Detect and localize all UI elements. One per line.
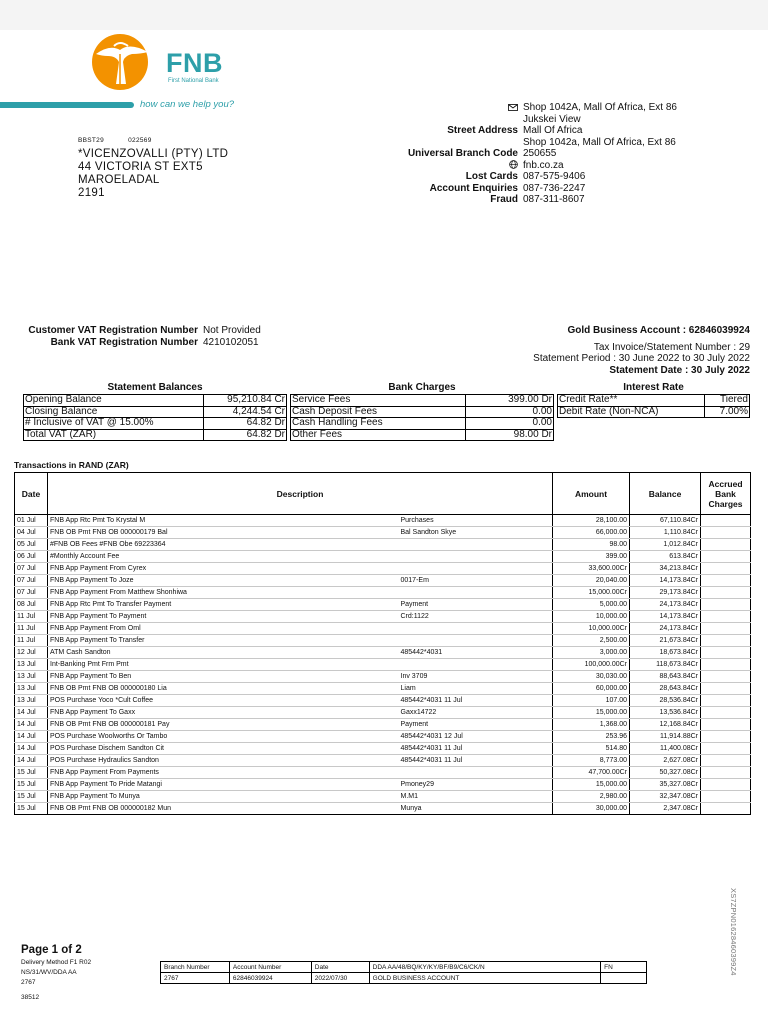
- tx-date: 07 Jul: [15, 575, 48, 587]
- recipient-line: 44 VICTORIA ST EXT5: [78, 161, 203, 173]
- tx-amount: 5,000.00: [553, 599, 630, 611]
- table-row: [15, 659, 751, 671]
- statement-date: Statement Date : 30 July 2022: [609, 364, 750, 376]
- vat-value: 4210102051: [203, 336, 259, 348]
- tx-description: FNB App Payment To Munya: [48, 791, 399, 803]
- tx-date: 15 Jul: [15, 791, 48, 803]
- contact-label: [300, 160, 523, 172]
- delivery-line: 2767: [21, 979, 36, 986]
- table-row: [15, 767, 751, 779]
- tx-date: 07 Jul: [15, 587, 48, 599]
- delivery-line: Delivery Method F1 R02: [21, 959, 92, 966]
- vat-value: Not Provided: [203, 325, 261, 336]
- tx-description: FNB App Rtc Pmt To Transfer Payment: [48, 599, 399, 611]
- footer-account-table: [160, 961, 647, 984]
- tx-reference: Purchases: [399, 515, 553, 527]
- tx-description: FNB App Rtc Pmt To Krystal M: [48, 515, 399, 527]
- table-row: [15, 563, 751, 575]
- tx-accrued-charges: [701, 563, 751, 575]
- top-band: [0, 0, 768, 30]
- page-number: Page 1 of 2: [21, 944, 82, 956]
- tx-date: 11 Jul: [15, 611, 48, 623]
- vat-row: [28, 325, 261, 337]
- tx-description: FNB OB Pmt FNB OB 000000182 Mun: [48, 803, 399, 815]
- tx-accrued-charges: [701, 575, 751, 587]
- delivery-info: [21, 958, 91, 988]
- tx-reference: [399, 635, 553, 647]
- header-amount: Amount: [553, 473, 630, 515]
- website-link[interactable]: fnb.co.za: [523, 159, 564, 171]
- tx-accrued-charges: [701, 515, 751, 527]
- balance-label: Total VAT (ZAR): [24, 429, 204, 441]
- interest-row: [558, 406, 750, 418]
- vat-label: Customer VAT Registration Number: [28, 325, 198, 336]
- transactions-body: [15, 515, 751, 815]
- charge-row: [291, 418, 554, 430]
- recipient-line: *VICENZOVALLI (PTY) LTD: [78, 148, 229, 160]
- tx-amount: 98.00: [553, 539, 630, 551]
- contact-row: [300, 194, 700, 206]
- tx-reference: Gaxx14722: [399, 707, 553, 719]
- transactions-table: [14, 472, 751, 815]
- vat-row: [28, 337, 261, 349]
- tx-amount: 15,000.00: [553, 779, 630, 791]
- interest-label: Debit Rate (Non-NCA): [558, 406, 705, 418]
- tx-balance: 12,168.84Cr: [630, 719, 701, 731]
- tx-amount: 10,000.00Cr: [553, 623, 630, 635]
- balance-label: # Inclusive of VAT @ 15.00%: [24, 418, 204, 430]
- footer-header-cell: FN: [601, 962, 647, 973]
- tx-balance: 50,327.08Cr: [630, 767, 701, 779]
- table-row: [15, 779, 751, 791]
- tx-balance: 21,673.84Cr: [630, 635, 701, 647]
- tx-accrued-charges: [701, 719, 751, 731]
- table-row: [15, 599, 751, 611]
- tx-description: POS Purchase Dischem Sandton Cit: [48, 743, 399, 755]
- tx-reference: 485442*4031 12 Jul: [399, 731, 553, 743]
- tx-reference: Inv 3709: [399, 671, 553, 683]
- contact-row: [300, 160, 700, 172]
- tx-reference: Payment: [399, 599, 553, 611]
- table-row: [15, 623, 751, 635]
- tx-accrued-charges: [701, 707, 751, 719]
- balance-value: 64.82 Dr: [203, 418, 286, 430]
- tx-accrued-charges: [701, 659, 751, 671]
- contact-row: [300, 125, 700, 137]
- tx-reference: 485442*4031 11 Jul: [399, 755, 553, 767]
- footer-header-row: [161, 962, 647, 973]
- tx-description: FNB App Payment To Transfer: [48, 635, 399, 647]
- contact-label: [300, 114, 523, 126]
- contact-value: 250655: [523, 148, 557, 159]
- recipient-codes: [78, 137, 228, 144]
- contact-label: Fraud: [490, 194, 518, 205]
- charge-label: Cash Deposit Fees: [291, 406, 466, 418]
- tx-reference: Payment: [399, 719, 553, 731]
- tx-date: 08 Jul: [15, 599, 48, 611]
- tx-amount: 15,000.00: [553, 707, 630, 719]
- tx-reference: M.M1: [399, 791, 553, 803]
- table-row: [15, 551, 751, 563]
- footer-value-cell: 2767: [161, 973, 230, 984]
- balance-label: Closing Balance: [24, 406, 204, 418]
- tx-description: FNB App Payment From Cyrex: [48, 563, 399, 575]
- tx-date: 15 Jul: [15, 779, 48, 791]
- tx-reference: 485442*4031 11 Jul: [399, 695, 553, 707]
- tx-balance: 35,327.08Cr: [630, 779, 701, 791]
- transactions-title: Transactions in RAND (ZAR): [14, 460, 129, 470]
- charge-value: 0.00: [466, 418, 554, 430]
- tx-date: 04 Jul: [15, 527, 48, 539]
- tx-reference: [399, 551, 553, 563]
- tx-balance: 14,173.84Cr: [630, 575, 701, 587]
- tx-description: FNB App Payment From Oml: [48, 623, 399, 635]
- tx-accrued-charges: [701, 683, 751, 695]
- table-row: [15, 683, 751, 695]
- contact-value: Shop 1042A, Mall Of Africa, Ext 86: [523, 102, 677, 113]
- tax-invoice-number: Tax Invoice/Statement Number : 29: [593, 341, 750, 353]
- contact-value: Jukskei View: [523, 113, 581, 125]
- tx-amount: 2,500.00: [553, 635, 630, 647]
- footer-value-cell: 62846039924: [229, 973, 311, 984]
- tx-balance: 67,110.84Cr: [630, 515, 701, 527]
- tx-accrued-charges: [701, 539, 751, 551]
- tx-accrued-charges: [701, 599, 751, 611]
- charge-label: Other Fees: [291, 429, 466, 441]
- contact-row: [300, 171, 700, 183]
- tx-date: 07 Jul: [15, 563, 48, 575]
- tx-date: 13 Jul: [15, 695, 48, 707]
- table-row: [15, 719, 751, 731]
- tx-amount: 3,000.00: [553, 647, 630, 659]
- tx-amount: 2,980.00: [553, 791, 630, 803]
- charge-label: Service Fees: [291, 395, 466, 407]
- table-row: [15, 755, 751, 767]
- tx-date: 06 Jul: [15, 551, 48, 563]
- vat-label: Bank VAT Registration Number: [50, 336, 198, 348]
- tx-accrued-charges: [701, 551, 751, 563]
- tx-amount: 107.00: [553, 695, 630, 707]
- tx-accrued-charges: [701, 791, 751, 803]
- tx-amount: 100,000.00Cr: [553, 659, 630, 671]
- interest-label: Credit Rate**: [558, 395, 705, 407]
- tx-accrued-charges: [701, 779, 751, 791]
- balance-row: [24, 418, 287, 430]
- charge-row: [291, 406, 554, 418]
- tx-balance: 118,673.84Cr: [630, 659, 701, 671]
- tx-date: 14 Jul: [15, 743, 48, 755]
- tx-balance: 32,347.08Cr: [630, 791, 701, 803]
- contact-row: [300, 137, 700, 149]
- charges-title: Bank Charges: [388, 382, 456, 393]
- tx-description: FNB App Payment To Joze: [48, 575, 399, 587]
- contact-row: [300, 183, 700, 195]
- tx-reference: Munya: [399, 803, 553, 815]
- tx-accrued-charges: [701, 731, 751, 743]
- tx-reference: [399, 659, 553, 671]
- tx-reference: [399, 539, 553, 551]
- tx-reference: Pmoney29: [399, 779, 553, 791]
- recipient-code: 022569: [128, 137, 152, 144]
- tx-reference: Liam: [399, 683, 553, 695]
- tx-date: 15 Jul: [15, 803, 48, 815]
- tx-description: FNB App Payment To Gaxx: [48, 707, 399, 719]
- contact-value: Shop 1042a, Mall Of Africa, Ext 86: [523, 136, 676, 148]
- contact-row: [300, 148, 700, 160]
- tx-description: POS Purchase Woolworths Or Tambo: [48, 731, 399, 743]
- tx-balance: 18,673.84Cr: [630, 647, 701, 659]
- tx-reference: Bal Sandton Skye: [399, 527, 553, 539]
- branch-contact: [300, 102, 700, 206]
- tx-balance: 1,012.84Cr: [630, 539, 701, 551]
- recipient-line: MAROELADAL: [78, 174, 160, 186]
- tx-reference: [399, 587, 553, 599]
- tx-date: 05 Jul: [15, 539, 48, 551]
- table-row: [15, 791, 751, 803]
- tx-reference: Crd:1122: [399, 611, 553, 623]
- tx-description: POS Purchase Yoco *Cult Coffee: [48, 695, 399, 707]
- tx-date: 14 Jul: [15, 731, 48, 743]
- contact-value: Mall Of Africa: [523, 125, 583, 136]
- tx-amount: 253.96: [553, 731, 630, 743]
- table-row: [15, 587, 751, 599]
- tx-amount: 28,100.00: [553, 515, 630, 527]
- globe-icon: [509, 160, 518, 169]
- tx-date: 11 Jul: [15, 635, 48, 647]
- charge-value: 0.00: [466, 406, 554, 418]
- tx-date: 15 Jul: [15, 767, 48, 779]
- tx-date: 13 Jul: [15, 659, 48, 671]
- footer-value-row: [161, 973, 647, 984]
- recipient-line: 2191: [78, 187, 105, 199]
- interest-table: [557, 394, 750, 418]
- tx-reference: 485442*4031 11 Jul: [399, 743, 553, 755]
- interest-row: [558, 395, 750, 407]
- tx-balance: 28,643.84Cr: [630, 683, 701, 695]
- tx-balance: 29,173.84Cr: [630, 587, 701, 599]
- contact-value: 087-575-9406: [523, 171, 586, 182]
- contact-row: [300, 114, 700, 126]
- tx-description: FNB OB Pmt FNB OB 000000181 Pay: [48, 719, 399, 731]
- tx-accrued-charges: [701, 695, 751, 707]
- balances-title: Statement Balances: [107, 382, 203, 393]
- charge-label: Cash Handling Fees: [291, 418, 466, 430]
- tx-date: 14 Jul: [15, 755, 48, 767]
- tx-balance: 13,536.84Cr: [630, 707, 701, 719]
- tx-accrued-charges: [701, 635, 751, 647]
- tx-description: #Monthly Account Fee: [48, 551, 399, 563]
- tx-accrued-charges: [701, 743, 751, 755]
- charge-row: [291, 395, 554, 407]
- header-accrued: Accrued Bank Charges: [701, 473, 751, 515]
- account-name: Gold Business Account : 62846039924: [567, 325, 750, 336]
- table-row: [15, 743, 751, 755]
- tx-accrued-charges: [701, 611, 751, 623]
- table-row: [15, 635, 751, 647]
- tx-amount: 10,000.00: [553, 611, 630, 623]
- tx-amount: 15,000.00Cr: [553, 587, 630, 599]
- balance-label: Opening Balance: [24, 395, 204, 407]
- tx-description: Int-Banking Pmt Frm Pmt: [48, 659, 399, 671]
- tx-balance: 1,110.84Cr: [630, 527, 701, 539]
- tx-description: FNB App Payment From Payments: [48, 767, 399, 779]
- charge-row: [291, 429, 554, 441]
- tx-balance: 34,213.84Cr: [630, 563, 701, 575]
- charges-table: [290, 394, 554, 441]
- fnb-subtitle: First National Bank: [168, 78, 219, 84]
- tx-date: 14 Jul: [15, 719, 48, 731]
- tx-balance: 14,173.84Cr: [630, 611, 701, 623]
- table-row: [15, 575, 751, 587]
- contact-label: [300, 137, 523, 149]
- tx-amount: 514.80: [553, 743, 630, 755]
- tx-reference: [399, 563, 553, 575]
- tx-amount: 1,368.00: [553, 719, 630, 731]
- tx-accrued-charges: [701, 623, 751, 635]
- table-row: [15, 527, 751, 539]
- charge-value: 399.00 Dr: [466, 395, 554, 407]
- interest-value: Tiered: [705, 395, 750, 407]
- tx-date: 11 Jul: [15, 623, 48, 635]
- fnb-wordmark: FNB: [166, 48, 223, 78]
- tx-amount: 20,040.00: [553, 575, 630, 587]
- tx-description: FNB App Payment To Ben: [48, 671, 399, 683]
- barcode-number: 38512: [21, 994, 40, 1001]
- contact-label: Universal Branch Code: [407, 148, 518, 159]
- table-row: [15, 707, 751, 719]
- tx-reference: [399, 767, 553, 779]
- footer-header-cell: Account Number: [229, 962, 311, 973]
- tx-amount: 30,000.00: [553, 803, 630, 815]
- tx-amount: 30,030.00: [553, 671, 630, 683]
- delivery-line: NS/31/WV/DDA AA: [21, 969, 77, 976]
- table-row: [15, 647, 751, 659]
- tx-amount: 66,000.00: [553, 527, 630, 539]
- header-date: Date: [15, 473, 48, 515]
- tx-balance: 24,173.84Cr: [630, 599, 701, 611]
- tx-description: FNB App Payment To Pride Matangi: [48, 779, 399, 791]
- tx-balance: 613.84Cr: [630, 551, 701, 563]
- recipient-code: BBST29: [78, 137, 105, 144]
- footer-header-cell: Branch Number: [161, 962, 230, 973]
- balances-table: [23, 394, 287, 441]
- contact-label: [300, 102, 523, 114]
- tx-amount: 399.00: [553, 551, 630, 563]
- tx-description: FNB OB Pmt FNB OB 000000179 Bal: [48, 527, 399, 539]
- table-row: [15, 515, 751, 527]
- footer-value-cell: GOLD BUSINESS ACCOUNT: [369, 973, 600, 984]
- table-row: [15, 671, 751, 683]
- tx-reference: 485442*4031: [399, 647, 553, 659]
- tx-balance: 11,914.88Cr: [630, 731, 701, 743]
- balance-value: 95,210.84 Cr: [203, 395, 286, 407]
- recipient-address: [78, 137, 228, 200]
- tx-date: 14 Jul: [15, 707, 48, 719]
- tx-balance: 24,173.84Cr: [630, 623, 701, 635]
- contact-value: 087-736-2247: [523, 182, 586, 194]
- tx-amount: 8,773.00: [553, 755, 630, 767]
- statement-period: Statement Period : 30 June 2022 to 30 July 2022: [533, 353, 750, 364]
- contact-label: Lost Cards: [465, 171, 518, 182]
- tx-date: 01 Jul: [15, 515, 48, 527]
- footer-value-cell: 2022/07/30: [311, 973, 369, 984]
- footer-value-cell: [601, 973, 647, 984]
- tx-accrued-charges: [701, 527, 751, 539]
- transactions-header-row: [15, 473, 751, 515]
- tx-amount: 33,600.00Cr: [553, 563, 630, 575]
- tagline: how can we help you?: [140, 99, 235, 110]
- mail-icon: [508, 104, 518, 111]
- header-balance: Balance: [630, 473, 701, 515]
- tx-amount: 60,000.00: [553, 683, 630, 695]
- tx-description: FNB App Payment From Matthew Shonhiwa: [48, 587, 399, 599]
- tx-balance: 11,400.08Cr: [630, 743, 701, 755]
- tx-amount: 47,700.00Cr: [553, 767, 630, 779]
- footer-header-cell: DDA AA/48/BQ/KY/KY/BF/B9/C6/CK/N: [369, 962, 600, 973]
- vertical-reference-code: XS7ZPN01628460399Z4: [729, 888, 738, 976]
- contact-label: Street Address: [447, 125, 518, 136]
- tx-accrued-charges: [701, 671, 751, 683]
- tx-description: ATM Cash Sandton: [48, 647, 399, 659]
- contact-value: 087-311-8607: [523, 194, 585, 205]
- tx-reference: [399, 623, 553, 635]
- table-row: [15, 731, 751, 743]
- tx-balance: 28,536.84Cr: [630, 695, 701, 707]
- account-info: [533, 325, 750, 376]
- tx-description: POS Purchase Hydraulics Sandton: [48, 755, 399, 767]
- tx-accrued-charges: [701, 767, 751, 779]
- table-row: [15, 695, 751, 707]
- tx-accrued-charges: [701, 755, 751, 767]
- fnb-tree-logo: [90, 32, 154, 90]
- interest-title: Interest Rate: [623, 382, 684, 393]
- tx-description: #FNB OB Fees #FNB Obe 69223364: [48, 539, 399, 551]
- tx-date: 12 Jul: [15, 647, 48, 659]
- tx-balance: 2,347.08Cr: [630, 803, 701, 815]
- footer-header-cell: Date: [311, 962, 369, 973]
- tx-accrued-charges: [701, 587, 751, 599]
- brand-bar: [0, 102, 134, 108]
- interest-value: 7.00%: [705, 406, 750, 418]
- tx-reference: 0017-Em: [399, 575, 553, 587]
- balance-row: [24, 429, 287, 441]
- header-description: Description: [48, 473, 553, 515]
- charge-value: 98.00 Dr: [466, 429, 554, 441]
- vat-info: [28, 325, 261, 348]
- tx-description: FNB App Payment To Payment: [48, 611, 399, 623]
- tx-accrued-charges: [701, 647, 751, 659]
- contact-row: [300, 102, 700, 114]
- table-row: [15, 539, 751, 551]
- tx-date: 13 Jul: [15, 671, 48, 683]
- balance-value: 64.82 Dr: [203, 429, 286, 441]
- tx-accrued-charges: [701, 803, 751, 815]
- balance-row: [24, 395, 287, 407]
- balance-row: [24, 406, 287, 418]
- tx-description: FNB OB Pmt FNB OB 000000180 Lia: [48, 683, 399, 695]
- tx-balance: 88,643.84Cr: [630, 671, 701, 683]
- tx-date: 13 Jul: [15, 683, 48, 695]
- contact-label: Account Enquiries: [429, 182, 518, 194]
- tx-balance: 2,627.08Cr: [630, 755, 701, 767]
- table-row: [15, 803, 751, 815]
- table-row: [15, 611, 751, 623]
- balance-value: 4,244.54 Cr: [203, 406, 286, 418]
